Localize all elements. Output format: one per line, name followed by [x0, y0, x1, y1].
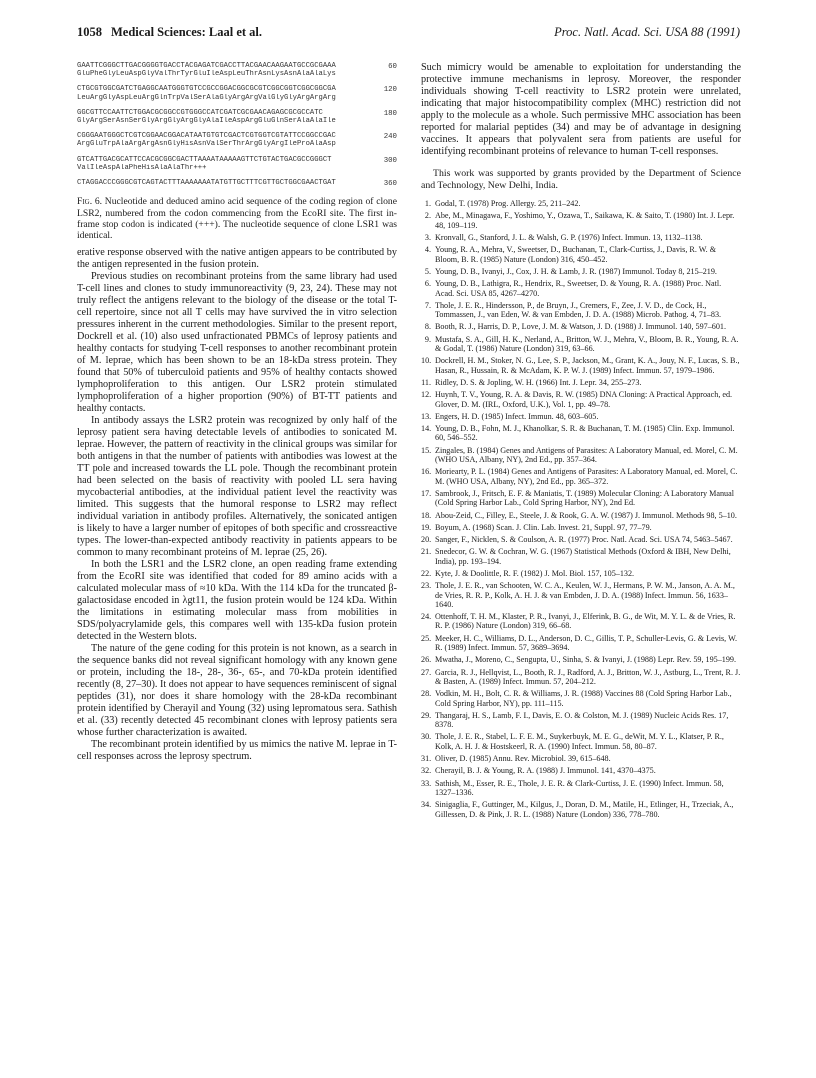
reference-text: Booth, R. J., Harris, D. P., Love, J. M. & Watson, J. D. (1988) J. Immunol. 140, 597–601.	[435, 322, 727, 332]
reference-number: 8.	[424, 322, 431, 332]
nucleotide-line: GAATTCGGGCTTGACGGGGTGACCTACGAGATCGACCTTACGAACAAGAATGCCGCGAAA	[77, 62, 336, 70]
reference-text: Thole, J. E. R., van Schooten, W. C. A., Keulen, W. J., Hermans, P. W. M., Janson, A. A. M., de Vries, R. R. P., Kolk, A. H. J. & van Embden, J. D. A. (1988) Infect. Immun. 56, 1633–1640.	[435, 581, 735, 609]
reference-number: 15.	[421, 445, 432, 455]
reference-number: 34.	[421, 800, 432, 810]
body-paragraph: The nature of the gene coding for this protein is not known, as a search in the sequence banks did not reveal significant homology with any known gene or protein, including the 18-, 28-, 36-, 65-, and 70-kDa protein identified recently (8, 27–30). It does not appear to have sequences reminiscent of signal peptides (31), nor does it share homology with the 28-kDa recombinant protein identified by Cherayil and Young (32) using lepromatous sera. Sathish et al. (33) recently detected 45 recombinant clones with leprosy patients sera whose further characterization is awaited.	[77, 642, 397, 738]
reference-item	[421, 535, 741, 544]
reference-item	[421, 211, 741, 230]
caption-label: Fig. 6.	[77, 196, 103, 208]
reference-number: 27.	[421, 667, 432, 677]
reference-item	[421, 467, 741, 486]
body-paragraph: In antibody assays the LSR2 protein was recognized by only half of the leprosy patient sera having detectable levels of antibodies to sonicated M. leprae. However, the pattern of reactivity in the clinical groups was similar for both antigens in that the number of patients with antibodies was lowest at the TT pole and increased towards the LL pole. Though the recombinant protein had been selected on the basis of reactivity with pooled LL sera having mycobacterial antibodies, at the individual patient level the reactivity was limited. This suggests that the humoral response to LSR2 may reflect individual variation in antibody profiles. Alternatively, the sonicated antigen is likely to have a larger number of epitopes of both specific and crossreactive types. The lower-than-expected antibody reactivity in patients appears to be common to many recombinant proteins of M. leprae (25, 26).	[77, 414, 397, 558]
amino-acid-line: ArgGluTrpAlaArgArgAsnGlyHisAsnValSerThrArgGlyArgIleProAlaAsp	[77, 140, 336, 149]
reference-text: Meeker, H. C., Williams, D. L., Anderson, D. C., Gillis, T. P., Schuller-Levis, G. & Levis, W. R. (1989) Infect. Immun. 57, 3689–3694.	[435, 633, 738, 653]
reference-text: Sinigaglia, F., Guttinger, M., Kilgus, J., Doran, D. M., Matile, H., Etlinger, H., Trzeciak, A., Gillessen, D. & Pink, J. R. L. (1988) Nature (London) 336, 778–780.	[435, 800, 734, 819]
reference-text: Mustafa, S. A., Gill, H. K., Nerland, A., Britton, W. J., Mehra, V., Bloom, B. R., Young, R. A. & Godal, T. (1986) Nature (London) 319, 63–66.	[435, 334, 739, 354]
reference-item	[421, 412, 741, 421]
reference-number: 14.	[421, 424, 432, 434]
reference-item	[421, 711, 741, 730]
sequence-block	[77, 179, 397, 188]
reference-item	[421, 335, 741, 354]
nucleotide-line: CGGGAATGGGCTCGTCGGAACGGACATAATGTGTCGACTCGTGGTCGTATTCCGGCCGAC	[77, 132, 336, 141]
reference-text: Sathish, M., Esser, R. E., Thole, J. E. R. & Clark-Curtiss, J. E. (1990) Infect. Immun. 58, 1327–1336.	[435, 778, 724, 797]
reference-number: 25.	[421, 633, 432, 643]
reference-item	[421, 668, 741, 687]
reference-number: 26.	[421, 655, 432, 665]
position-number: 300	[383, 156, 397, 165]
reference-number: 28.	[421, 689, 432, 699]
reference-number: 20.	[421, 535, 432, 545]
reference-item	[421, 489, 741, 508]
reference-text: Young, D. B., Fohn, M. J., Khanolkar, S. R. & Buchanan, T. M. (1985) Clin. Exp. Immunol. 60, 546–552.	[435, 424, 735, 443]
reference-number: 10.	[421, 356, 432, 366]
reference-number: 17.	[421, 488, 432, 498]
reference-item	[421, 279, 741, 298]
reference-item	[421, 511, 741, 520]
reference-text: Ridley, D. S. & Jopling, W. H. (1966) Int. J. Lepr. 34, 255–273.	[435, 377, 642, 387]
reference-number: 33.	[421, 778, 432, 788]
reference-number: 13.	[421, 411, 432, 421]
reference-item	[421, 233, 741, 242]
reference-number: 7.	[424, 300, 431, 310]
position-number: 120	[383, 86, 397, 95]
reference-item	[421, 547, 741, 566]
left-column	[77, 62, 397, 763]
reference-item	[421, 581, 741, 609]
figure-caption	[77, 196, 397, 242]
reference-number: 23.	[421, 581, 432, 591]
reference-number: 32.	[421, 766, 432, 776]
reference-item	[421, 390, 741, 409]
reference-item	[421, 446, 741, 465]
caption-text: Nucleotide and deduced amino acid sequence of the coding region of clone LSR2, numbered from the codon commencing from the EcoRI site. The first in-frame stop codon is indicated (+++). The nucleotide sequence of clone LSR1 was identical.	[77, 196, 397, 242]
reference-number: 16.	[421, 467, 432, 477]
body-paragraph: Previous studies on recombinant proteins from the same library had used T-cell lines and clones to study immunoreactivity (9, 23, 24). These may not truly reflect the antigens relevant to the biology of the disease or the total T-cell repertoire, since not all T cells may have survived the in vitro selection pressures inherent in the current methodologies. Similar to the present report, Dockrell et al. (10) also used unfractionated PBMCs of leprosy patients and healthy contacts for studying T-cell responses to another recombinant protein of M. leprae, which has been shown to be an 18-kDa stress protein. They found that 50% of tuberculoid patients and 95% of healthy contacts showed lymphoproliferation to this antigen. Our LSR2 protein stimulated lymphoproliferation of a higher proportion (90%) of BT-TT patients and healthy contacts.	[77, 270, 397, 414]
reference-text: Young, R. A., Mehra, V., Sweetser, D., Buchanan, T., Clark-Curtiss, J., Davis, R. W. & Bloom, B. R. (1985) Nature (London) 316, 450–452.	[435, 245, 717, 264]
nucleotide-line: GGCGTTCCAATTCTGGACGCGGCCGTGGGCCATCGATCGCGAACAGAGCGCGCCATC	[77, 108, 323, 117]
reference-text: Mwatha, J., Moreno, C., Sengupta, U., Sinha, S. & Ivanyi, J. (1988) Lepr. Rev. 59, 195–199.	[435, 655, 736, 665]
reference-number: 12.	[421, 390, 432, 400]
reference-number: 24.	[421, 612, 432, 622]
reference-number: 19.	[421, 522, 432, 532]
reference-text: Abe, M., Minagawa, F., Yoshimo, Y., Ozawa, T., Saikawa, K. & Saito, T. (1980) Int. J. Lepr. 48, 109–119.	[435, 211, 735, 230]
reference-item	[421, 523, 741, 532]
reference-number: 9.	[424, 334, 431, 344]
right-paragraph: Such mimicry would be amenable to exploitation for understanding the protective immune mechanisms in leprosy. Moreover, the responder individuals showing T-cell reactivity to LSR2 protein were unrelated, indicating that major histocompatibility complex (MHC) restriction did not apply to the molecule as a whole. Such permissive MHC association has been reported for malarial peptides (34) and may be of advantage in designing vaccines. It appears that polyvalent sera from patients are useful for identifying recombinant proteins of relevance to human T-cell responses.	[421, 62, 741, 157]
nucleotide-line: CTGCGTGGCGATCTGAGGCAATGGGTGTCCGCCGGACGGCGCGTCGGCGGTCGGCGGCGA	[77, 85, 336, 94]
page-number: 1058	[77, 25, 102, 39]
reference-item	[421, 800, 741, 819]
reference-item	[421, 766, 741, 775]
reference-text: Vodkin, M. H., Bolt, C. R. & Williams, J. R. (1988) Vaccines 88 (Cold Spring Harbor Lab., Cold Spring Harbor, NY), pp. 111–115.	[435, 689, 732, 708]
reference-item	[421, 612, 741, 631]
reference-number: 21.	[421, 547, 432, 557]
reference-text: Sambrook, J., Fritsch, E. F. & Maniatis, T. (1989) Molecular Cloning: A Laboratory Manual (Cold Spring Harbor Lab., Cold Spring Harbor, NY), 2nd Ed.	[435, 488, 734, 508]
position-number: 360	[383, 180, 397, 189]
reference-number: 31.	[421, 754, 432, 764]
reference-number: 2.	[424, 211, 431, 221]
reference-item	[421, 322, 741, 331]
reference-item	[421, 754, 741, 763]
nucleotide-line: CTAGGACCCGGGCGTCAGTACTTTAAAAAAATATGTTGCTTTCGTTGCTGGCGAACTGAT	[77, 179, 336, 188]
nucleotide-line: GTCATTGACGCATTCCACGCGGCGACTTAAAATAAAAAGTTCTGTACTGACGCCGGGCT	[77, 155, 332, 164]
running-header	[77, 25, 740, 45]
reference-text: Huynh, T. V., Young, R. A. & Davis, R. W. (1985) DNA Cloning: A Practical Approach, ed. Glover, D. M. (IRL, Oxford, U.K.), Vol. 1, pp. 49–78.	[435, 390, 733, 409]
reference-item	[421, 356, 741, 375]
reference-number: 30.	[421, 732, 432, 742]
right-column	[421, 62, 741, 822]
reference-item	[421, 655, 741, 664]
reference-item	[421, 301, 741, 320]
reference-text: Cherayil, B. J. & Young, R. A. (1988) J. Immunol. 141, 4370–4375.	[435, 766, 656, 776]
reference-item	[421, 779, 741, 798]
reference-text: Thole, J. E. R., Hindersson, P., de Bruyn, J., Cremers, F., Zee, J. V. D., de Cock, H., Tommassen, J., van Eden, W. & van Embden, J. D. A. (1988) Microb. Pathog. 4, 71–83.	[435, 300, 722, 320]
body-paragraph: The recombinant protein identified by us mimics the native M. leprae in T-cell responses across the leprosy spectrum.	[77, 738, 397, 762]
reference-text: Moriearty, P. L. (1984) Genes and Antigens of Parasites: A Laboratory Manual, ed. Morel, C. M. (WHO USA, Albany, NY), 2nd Ed., pp. 365–372.	[435, 467, 738, 486]
journal-citation: Proc. Natl. Acad. Sci. USA 88 (1991)	[554, 25, 740, 39]
sequence-block	[77, 62, 397, 78]
reference-item	[421, 245, 741, 264]
body-paragraph: erative response observed with the native antigen appears to be contributed by the antigen represented in the fusion protein.	[77, 246, 397, 270]
reference-item	[421, 378, 741, 387]
body-paragraph: In both the LSR1 and the LSR2 clone, an open reading frame extending from the EcoRI site was identified that coded for 89 amino acids with a calculated molecular mass of ≈10 kDa. With the 114 kDa for the truncated β-galactosidase encoded in λgt11, the fusion protein would be 124 kDa. Within the limitations in estimating molecular mass from mobilities in SDS/polyacrylamide gels, this compares well with 135-kDa fusion protein detected in the Western blots.	[77, 558, 397, 642]
reference-text: Engers, H. D. (1985) Infect. Immun. 48, 603–605.	[435, 411, 599, 421]
reference-text: Abou-Zeid, C., Filley, E., Steele, J. & Rook, G. A. W. (1987) J. Immunol. Methods 98, 5–10.	[435, 510, 737, 520]
reference-number: 1.	[424, 199, 431, 209]
reference-number: 3.	[424, 233, 431, 243]
sequence-figure	[77, 62, 397, 188]
section-title: Medical Sciences: Laal et al.	[111, 25, 263, 39]
reference-text: Young, D. B., Ivanyi, J., Cox, J. H. & Lamb, J. R. (1987) Immunol. Today 8, 215–219.	[435, 266, 717, 276]
position-number: 240	[383, 133, 397, 142]
amino-acid-line: GlyArgSerAsnSerGlyArgGlyArgGlyAlaIleAspArgGluGlnSerAlaAlaIle	[77, 117, 336, 126]
position-number: 60	[388, 63, 397, 71]
reference-text: Ottenhoff, T. H. M., Klaster, P. R., Ivanyi, J., Elferink, B. G., de Wit, M. Y. L. & de Vries, R. R. P. (1986) Nature (London) 319, 66–68.	[435, 612, 736, 631]
reference-text: Dockrell, H. M., Stoker, N. G., Lee, S. P., Jackson, M., Grant, K. A., Jouy, N. F., Lucas, S. B., Hasan, R., Hussain, R. & McAdam, K. P. W. J. (1989) Infect. Immun. 57, 1979–1986.	[435, 356, 740, 375]
sequence-block	[77, 156, 397, 172]
reference-number: 11.	[421, 377, 431, 387]
reference-text: Garcia, R. J., Hellqvist, L., Booth, R. J., Radford, A. J., Britton, W. J., Astburg, L., Trent, R. J. & Basten, A. (1989) Infect. Immun. 57, 204–212.	[435, 667, 741, 686]
reference-item	[421, 199, 741, 208]
acknowledgment: This work was supported by grants provided by the Department of Science and Technology, New Delhi, India.	[421, 168, 741, 191]
reference-number: 29.	[421, 710, 432, 720]
reference-text: Zingales, B. (1984) Genes and Antigens of Parasites: A Laboratory Manual, ed. Morel, C. M. (WHO USA, Albany, NY), 2nd Ed., pp. 357–364.	[435, 445, 738, 465]
left-body-text	[77, 247, 397, 763]
reference-text: Kyte, J. & Doolittle, R. F. (1982) J. Mol. Biol. 157, 105–132.	[435, 568, 635, 578]
reference-item	[421, 424, 741, 443]
reference-number: 18.	[421, 510, 432, 520]
reference-text: Young, D. B., Lathigra, R., Hendrix, R., Sweetser, D. & Young, R. A. (1988) Proc. Natl. Acad. Sci. USA 85, 4267–4270.	[435, 279, 722, 298]
sequence-block	[77, 85, 397, 101]
reference-number: 6.	[424, 279, 431, 289]
reference-text: Godal, T. (1978) Prog. Allergy. 25, 211–242.	[435, 199, 581, 209]
reference-number: 5.	[424, 266, 431, 276]
sequence-block	[77, 132, 397, 148]
reference-number: 22.	[421, 568, 432, 578]
reference-text: Snedecor, G. W. & Cochran, W. G. (1967) Statistical Methods (Oxford & IBH, New Delhi, India), pp. 193–194.	[435, 547, 731, 566]
amino-acid-line: GluPheGlyLeuAspGlyValThrTyrGluIleAspLeuThrAsnLysAsnAlaAlaLys	[77, 70, 336, 79]
reference-text: Oliver, D. (1985) Annu. Rev. Microbiol. 39, 615–648.	[435, 754, 611, 764]
reference-item	[421, 732, 741, 751]
reference-item	[421, 634, 741, 653]
reference-list	[421, 199, 741, 819]
amino-acid-line: ValIleAspAlaPheHisAlaAlaThr+++	[77, 163, 207, 172]
amino-acid-line: LeuArgGlyAspLeuArgGlnTrpValSerAlaGlyArgArgValGlyGlyArgArgArg	[77, 93, 336, 102]
position-number: 180	[383, 109, 397, 118]
reference-item	[421, 569, 741, 578]
reference-item	[421, 267, 741, 276]
reference-text: Thole, J. E. R., Stabel, L. F. E. M., Suykerbuyk, M. E. G., deWit, M. Y. L., Klatser, P. R., Kolk, A. H. J. & Hostskeerl, R. A. (1990) Infect. Immun. 58, 80–87.	[435, 732, 724, 751]
reference-text: Boyum, A. (1968) Scan. J. Clin. Lab. Invest. 21, Suppl. 97, 77–79.	[435, 522, 652, 532]
reference-text: Thangaraj, H. S., Lamb, F. I., Davis, E. O. & Colston, M. J. (1989) Nucleic Acids Res. 17, 8378.	[435, 710, 729, 730]
reference-number: 4.	[424, 245, 431, 255]
reference-text: Sanger, F., Nicklen, S. & Coulson, A. R. (1977) Proc. Natl. Acad. Sci. USA 74, 5463–5467.	[435, 535, 733, 545]
reference-text: Kronvall, G., Stanford, J. L. & Walsh, G. P. (1976) Infect. Immun. 13, 1132–1138.	[435, 233, 703, 243]
sequence-block	[77, 109, 397, 125]
reference-item	[421, 689, 741, 708]
